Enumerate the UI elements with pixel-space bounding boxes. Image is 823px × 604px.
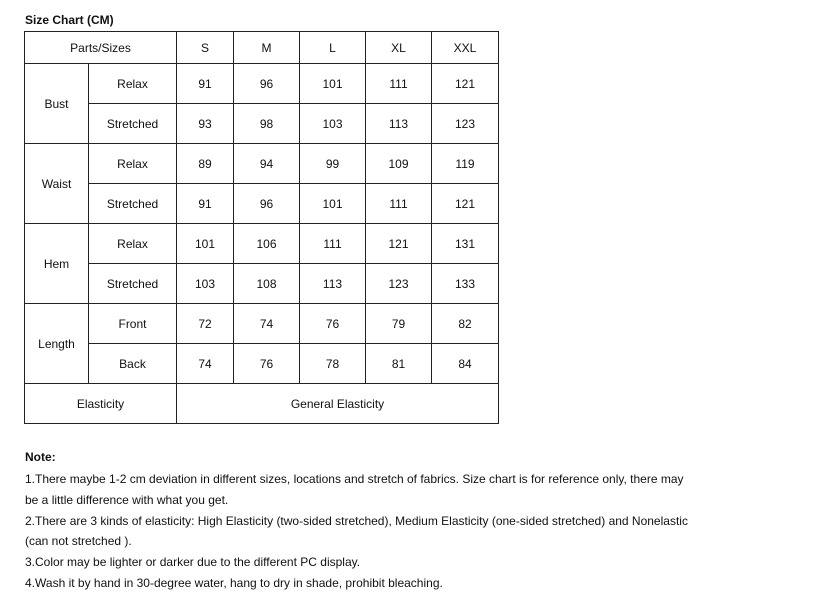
size-value-cell: 78 <box>300 344 366 384</box>
size-value-cell: 96 <box>234 64 300 104</box>
measure-label: Stretched <box>89 104 177 144</box>
size-header-xl: XL <box>366 32 432 64</box>
size-value-cell: 98 <box>234 104 300 144</box>
table-row <box>25 64 499 104</box>
size-value-cell: 101 <box>300 64 366 104</box>
table-row <box>25 264 499 304</box>
measure-label: Back <box>89 344 177 384</box>
size-value-cell: 113 <box>300 264 366 304</box>
size-value-cell: 121 <box>432 64 499 104</box>
note-line: 3.Color may be lighter or darker due to the different PC display. <box>25 555 361 570</box>
header-row <box>25 32 499 64</box>
measure-label: Relax <box>89 224 177 264</box>
size-value-cell: 109 <box>366 144 432 184</box>
table-row <box>25 144 499 184</box>
notes-block <box>25 469 715 594</box>
size-value-cell: 103 <box>177 264 234 304</box>
part-label: Hem <box>25 224 89 304</box>
note-line: 2.There are 3 kinds of elasticity: High Elasticity (two-sided stretched), Medium Elasticity (one-sided stretched) and Nonelastic <box>25 513 688 528</box>
size-value-cell: 76 <box>300 304 366 344</box>
elasticity-value: General Elasticity <box>177 384 499 424</box>
size-value-cell: 96 <box>234 184 300 224</box>
size-value-cell: 99 <box>300 144 366 184</box>
size-header-s: S <box>177 32 234 64</box>
size-value-cell: 131 <box>432 224 499 264</box>
size-value-cell: 74 <box>177 344 234 384</box>
chart-title: Size Chart (CM) <box>25 13 114 27</box>
size-value-cell: 101 <box>300 184 366 224</box>
size-value-cell: 106 <box>234 224 300 264</box>
size-value-cell: 113 <box>366 104 432 144</box>
size-value-cell: 103 <box>300 104 366 144</box>
measure-label: Relax <box>89 144 177 184</box>
measure-label: Relax <box>89 64 177 104</box>
note-line: 4.Wash it by hand in 30-degree water, hang to dry in shade, prohibit bleaching. <box>25 575 443 590</box>
size-value-cell: 121 <box>432 184 499 224</box>
elasticity-label: Elasticity <box>25 384 177 424</box>
size-value-cell: 119 <box>432 144 499 184</box>
note-heading: Note: <box>25 450 56 464</box>
size-value-cell: 108 <box>234 264 300 304</box>
size-value-cell: 81 <box>366 344 432 384</box>
size-value-cell: 123 <box>432 104 499 144</box>
part-label: Length <box>25 304 89 384</box>
size-value-cell: 74 <box>234 304 300 344</box>
measure-label: Front <box>89 304 177 344</box>
table-row <box>25 344 499 384</box>
note-line: (can not stretched ). <box>25 534 132 549</box>
measure-label: Stretched <box>89 264 177 304</box>
size-header-l: L <box>300 32 366 64</box>
size-value-cell: 76 <box>234 344 300 384</box>
size-value-cell: 94 <box>234 144 300 184</box>
size-value-cell: 111 <box>366 64 432 104</box>
size-value-cell: 91 <box>177 64 234 104</box>
note-line: 1.There maybe 1-2 cm deviation in different sizes, locations and stretch of fabrics. Size chart is for reference only, there may <box>25 472 684 486</box>
size-value-cell: 111 <box>300 224 366 264</box>
note-line: be a little difference with what you get. <box>25 492 229 507</box>
size-value-cell: 72 <box>177 304 234 344</box>
size-value-cell: 79 <box>366 304 432 344</box>
size-chart-table <box>24 31 499 424</box>
size-value-cell: 91 <box>177 184 234 224</box>
elasticity-row <box>25 384 499 424</box>
size-value-cell: 121 <box>366 224 432 264</box>
part-label: Waist <box>25 144 89 224</box>
table-row <box>25 304 499 344</box>
size-value-cell: 101 <box>177 224 234 264</box>
size-value-cell: 111 <box>366 184 432 224</box>
size-value-cell: 133 <box>432 264 499 304</box>
size-value-cell: 123 <box>366 264 432 304</box>
table-row <box>25 224 499 264</box>
size-value-cell: 84 <box>432 344 499 384</box>
size-value-cell: 89 <box>177 144 234 184</box>
part-label: Bust <box>25 64 89 144</box>
size-value-cell: 93 <box>177 104 234 144</box>
table-row <box>25 184 499 224</box>
size-header-m: M <box>234 32 300 64</box>
table-row <box>25 104 499 144</box>
parts-sizes-header: Parts/Sizes <box>25 32 177 64</box>
measure-label: Stretched <box>89 184 177 224</box>
size-value-cell: 82 <box>432 304 499 344</box>
size-header-xxl: XXL <box>432 32 499 64</box>
